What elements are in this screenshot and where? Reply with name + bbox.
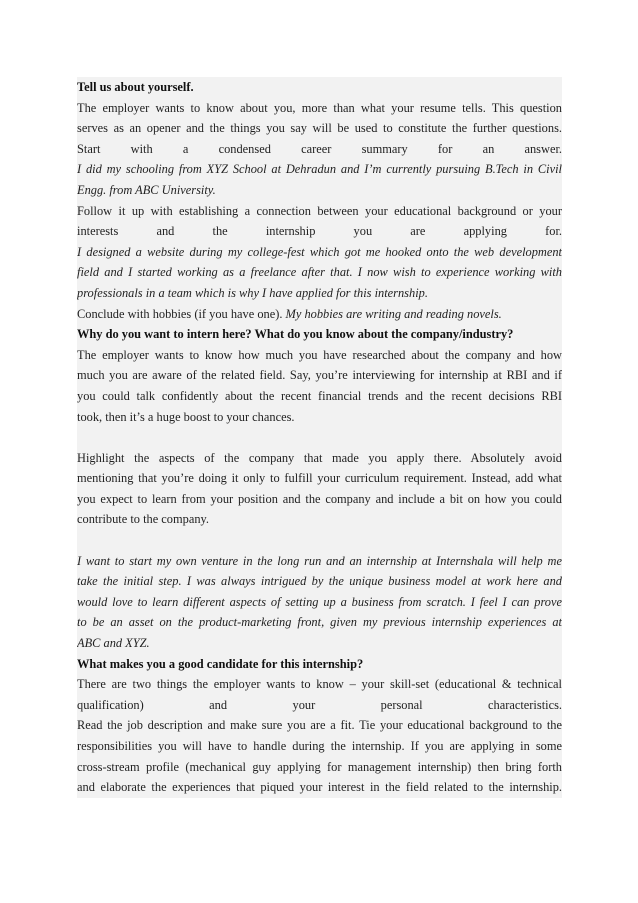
example-answer-line: would love to learn different aspects of setting up a business from scratch. I feel I can prove bbox=[77, 594, 562, 609]
paragraph-line: There are two things the employer wants to know – your skill-set (educational & technical bbox=[77, 677, 562, 692]
example-answer-line: I did my schooling from XYZ School at Dehradun and I’m currently pursuing B.Tech in Civil bbox=[77, 162, 562, 177]
paragraph-line: you expect to learn from your position and the company and include a bit on how you could bbox=[77, 491, 562, 506]
blank-line bbox=[77, 427, 562, 448]
paragraph-line: cross-stream profile (mechanical guy applying for management internship) then bring forth bbox=[77, 759, 562, 774]
paragraph-line: Read the job description and make sure you are a fit. Tie your educational background to the bbox=[77, 718, 562, 733]
paragraph-line: Highlight the aspects of the company that made you apply there. Absolutely avoid bbox=[77, 450, 562, 465]
paragraph-line: much you are aware of the related field. Say, you’re interviewing for internship at RBI and if bbox=[77, 368, 562, 383]
paragraph-line: Follow it up with establishing a connection between your educational background or your bbox=[77, 203, 562, 218]
example-answer-line: Engg. from ABC University. bbox=[77, 182, 216, 197]
blank-line bbox=[77, 530, 562, 551]
document-page bbox=[77, 77, 562, 798]
paragraph-line: qualification) and your personal characteristics. bbox=[77, 697, 562, 712]
heading-tell-us-about-yourself: Tell us about yourself. bbox=[77, 80, 194, 94]
example-answer-line: take the initial step. I was always intrigued by the unique business model at work here and bbox=[77, 574, 562, 589]
heading-good-candidate: What makes you a good candidate for this internship? bbox=[77, 656, 364, 671]
paragraph-line: The employer wants to know how much you have researched about the company and how bbox=[77, 347, 562, 362]
paragraph-line: contribute to the company. bbox=[77, 512, 210, 527]
example-answer-line: I designed a website during my college-fest which got me hooked onto the web development bbox=[77, 244, 562, 259]
paragraph-line: serves as an opener and the things you say will be used to constitute the further questions. bbox=[77, 121, 562, 136]
paragraph-line: The employer wants to know about you, more than what your resume tells. This question bbox=[77, 100, 562, 115]
paragraph-line: Start with a condensed career summary for an answer. bbox=[77, 141, 562, 156]
example-answer-line: ABC and XYZ. bbox=[77, 636, 150, 651]
paragraph-line: mentioning that you’re doing it only to fulfill your curriculum requirement. Instead, add what bbox=[77, 471, 562, 486]
paragraph-line: interests and the internship you are applying for. bbox=[77, 224, 562, 239]
paragraph-line: responsibilities you will have to handle during the internship. If you are applying in some bbox=[77, 739, 562, 753]
example-answer-line: I want to start my own venture in the long run and an internship at Internshala will help me bbox=[77, 553, 562, 568]
paragraph-line: and elaborate the experiences that piqued your interest in the field related to the internship. bbox=[77, 780, 562, 795]
paragraph-line: took, then it’s a huge boost to your chances. bbox=[77, 409, 295, 424]
paragraph-line: you could talk confidently about the recent financial trends and the recent decisions RBI bbox=[77, 388, 562, 403]
conclude-text: Conclude with hobbies (if you have one). bbox=[77, 306, 286, 321]
hobbies-example-text: My hobbies are writing and reading novels. bbox=[285, 306, 502, 321]
example-answer-line: field and I started working as a freelance after that. I now wish to experience working with bbox=[77, 265, 562, 280]
heading-why-intern-here: Why do you want to intern here? What do you know about the company/industry? bbox=[77, 327, 514, 342]
example-answer-line: professionals in a team which is why I have applied for this internship. bbox=[77, 285, 428, 300]
paragraph-line-mixed bbox=[77, 304, 562, 325]
example-answer-line: to be an asset on the product-marketing front, given my previous internship experiences at bbox=[77, 615, 562, 630]
